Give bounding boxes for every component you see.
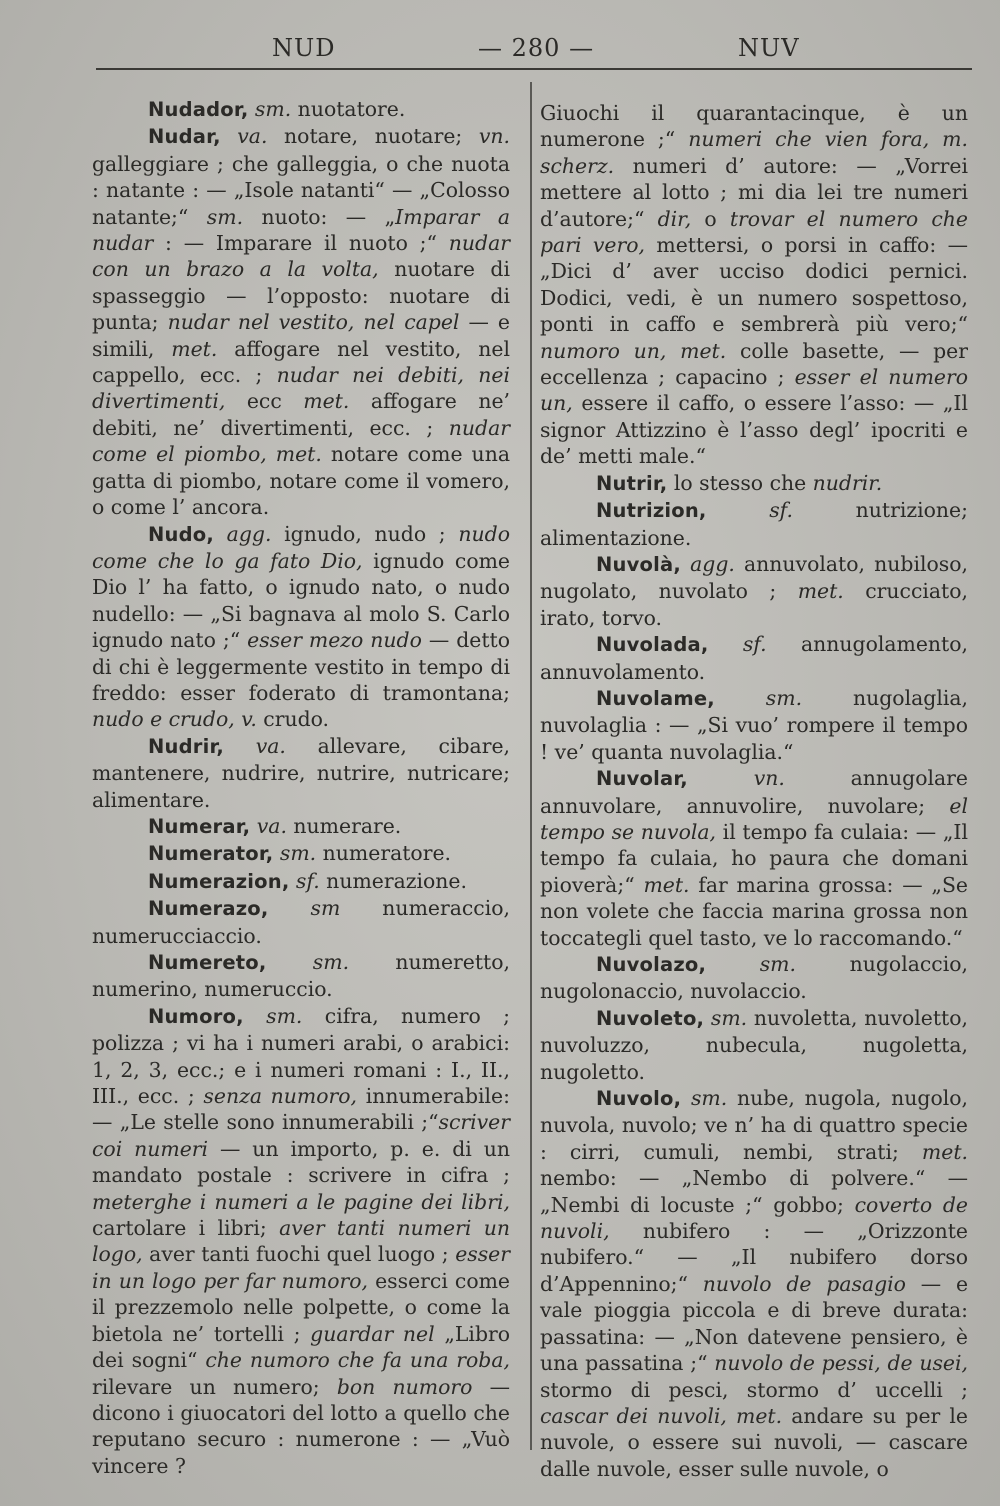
- entry-italic-text: met.: [921, 1139, 968, 1164]
- entry-text: ignudo come Dio l’ ha fatto, o ignudo nato, o nudo nudello: — „Si bagnava al molo S. Carlo ignudo nato ;“: [92, 548, 510, 653]
- entry-italic-text: sm.: [243, 1003, 303, 1028]
- entry-text: Giuochi il quarantacinque, è un numerone ;“: [540, 101, 968, 152]
- entry-text: far marina grossa: — „Se non volete che faccia marina grossa non toccategli quel tasto, ve lo raccomando.“: [540, 872, 968, 950]
- entry-italic-text: sm.: [706, 952, 796, 976]
- dictionary-entry: [92, 96, 510, 123]
- entry-text: — e vale pioggia piccola e di breve durata: passatina: — „Non datevene pensiero, è una passatina ;“: [540, 1271, 969, 1376]
- dictionary-entry: [540, 551, 968, 631]
- dictionary-entry: [92, 868, 510, 895]
- entry-italic-text: nudo e crudo, v.: [92, 707, 257, 732]
- entry-text: crudo.: [256, 707, 330, 732]
- entry-italic-text: aver tanti numeri un logo,: [92, 1216, 510, 1267]
- entry-text: esserci come il prezzemolo nelle polpette, o come la bietola ne’ tortelli ;: [92, 1268, 510, 1346]
- entry-headword: Numereto,: [148, 951, 267, 974]
- entry-text: nuoto: — „: [243, 204, 396, 229]
- dictionary-entry: [540, 765, 968, 951]
- entry-italic-text: va.: [224, 733, 286, 758]
- entry-text: : — Imparare il nuoto ;“: [153, 231, 449, 256]
- entry-italic-text: nudrir.: [812, 470, 883, 495]
- entry-text: mettersi, o porsi in caffo: — „Dici d’ aver ucciso dodici pernici. Dodici, vedi, è un numero sospettoso, ponti in caffo e sembrerà più vero;“: [540, 233, 968, 337]
- entry-italic-text: nudar nel vestito, nel capel: [167, 310, 460, 335]
- dictionary-entry: [540, 951, 968, 1005]
- entry-italic-text: el tempo se nuvola,: [540, 793, 968, 844]
- dictionary-entry: [540, 1085, 968, 1482]
- entry-italic-text: numoro un, met.: [540, 338, 727, 363]
- entry-italic-text: sf.: [708, 632, 767, 657]
- entry-headword: Nudar,: [148, 125, 221, 149]
- entry-headword: Nuvolo,: [596, 1087, 682, 1111]
- entry-headword: Nuvolar,: [596, 767, 688, 791]
- entry-text: andare su per le nuvole, o essere sui nuvoli, — cascare dalle nuvole, esser sulle nuvole, o: [540, 1403, 968, 1481]
- entry-text: rilevare un numero;: [92, 1374, 337, 1399]
- dictionary-entry: [92, 813, 510, 840]
- entry-italic-text: met.: [171, 336, 218, 361]
- entry-italic-text: sm.: [206, 204, 244, 229]
- entry-text: numeraccio, numerucciaccio.: [92, 896, 510, 948]
- entry-italic-text: guardar nel: [310, 1321, 435, 1346]
- entry-italic-text: sf.: [289, 868, 320, 893]
- dictionary-entry: [92, 733, 510, 813]
- entry-headword: Numoro,: [148, 1004, 244, 1028]
- dictionary-entry: [540, 1005, 968, 1085]
- entry-italic-text: nudar come el piombo, met.: [92, 415, 510, 467]
- entry-text: essere il caffo, o essere l’asso: — „Il signor Attizzino è l’asso degl’ ipocriti e de’ metti male.“: [540, 391, 968, 469]
- entry-italic-text: met.: [797, 579, 844, 604]
- dictionary-entry: [540, 100, 968, 470]
- entry-italic-text: esser el numero un,: [540, 365, 969, 416]
- entry-text: galleggiare ; che galleggia, o che nuota : natante : — „Isole natanti“ — „Colosso natante;“: [92, 151, 510, 229]
- entry-text: ecc: [225, 389, 304, 414]
- entry-italic-text: senza numoro,: [203, 1084, 358, 1109]
- entry-italic-text: trovar el numero che pari vero,: [540, 206, 968, 258]
- entry-text: ignudo, nudo ;: [271, 521, 459, 546]
- entry-headword: Nuvolame,: [596, 686, 715, 710]
- entry-italic-text: che numoro che fa una roba,: [205, 1348, 510, 1373]
- entry-italic-text: va.: [250, 813, 287, 838]
- entry-headword: Nuvoleto,: [596, 1006, 705, 1030]
- entry-headword: Nuvolada,: [596, 633, 709, 657]
- entry-italic-text: Imparar a nudar: [92, 204, 511, 256]
- entry-text: allevare, cibare, mantenere, nudrire, nutrire, nutricare; alimentare.: [92, 733, 511, 812]
- entry-text: „Libro dei sogni“: [92, 1321, 511, 1373]
- entry-italic-text: dir,: [657, 206, 692, 231]
- entry-italic-text: vn.: [687, 766, 785, 791]
- entry-text: — e simili,: [92, 310, 510, 361]
- dictionary-entry: [540, 470, 968, 497]
- entry-text: nutrizione; alimentazione.: [540, 498, 968, 550]
- entry-headword: Numerator,: [148, 842, 274, 866]
- entry-text: nubifero : — „Orizzonte nubifero.“ — „Il nubifero dorso d’Appennino;“: [540, 1219, 968, 1296]
- entry-italic-text: nuvolo de pasagio: [702, 1271, 906, 1296]
- entry-italic-text: sm: [268, 896, 341, 921]
- entry-text: aver tanti fuochi quel luogo ;: [142, 1242, 456, 1267]
- entry-italic-text: sm.: [681, 1086, 728, 1111]
- entry-italic-text: nudo come che lo ga fato Dio,: [92, 521, 510, 573]
- entry-italic-text: agg.: [680, 551, 735, 576]
- left-column: [92, 96, 510, 1479]
- entry-headword: Nuvolazo,: [596, 953, 707, 976]
- column-divider: [530, 82, 532, 1450]
- entry-text: nuotatore.: [291, 97, 406, 121]
- entry-headword: Nudo,: [148, 522, 214, 546]
- entry-italic-text: sm.: [273, 841, 317, 866]
- entry-italic-text: nuvolo de pessi, de usei,: [714, 1351, 968, 1376]
- entry-text: nugolaccio, nugolonaccio, nuvolaccio.: [540, 952, 968, 1004]
- entry-italic-text: nudar nei debiti, nei divertimenti,: [92, 363, 510, 414]
- entry-text: annugolamento, annuvolamento.: [540, 632, 969, 684]
- dictionary-entry: [92, 1003, 510, 1479]
- entry-headword: Numerazo,: [148, 897, 269, 921]
- entry-text: cartolare i libri;: [92, 1216, 280, 1241]
- entry-italic-text: scriver coi numeri: [92, 1110, 510, 1161]
- entry-text: crucciato, irato, torvo.: [540, 579, 968, 630]
- entry-headword: Nutrir,: [596, 471, 668, 495]
- entry-text: numerare.: [286, 813, 402, 838]
- entry-italic-text: cascar dei nuvoli, met.: [540, 1403, 783, 1428]
- entry-text: o: [691, 206, 730, 231]
- entry-headword: Nudador,: [148, 98, 249, 121]
- entry-italic-text: sm.: [714, 685, 803, 710]
- entry-italic-text: va.: [220, 124, 268, 149]
- dictionary-entry: [540, 685, 968, 765]
- entry-text: nuvoletta, nuvoletto, nuvoluzzo, nubecula, nugoletta, nugoletto.: [540, 1005, 969, 1084]
- page-number: — 280 —: [478, 34, 595, 62]
- entry-text: affogare ne’ debiti, ne’ divertimenti, ecc. ;: [92, 389, 510, 440]
- entry-text: numerazione.: [319, 868, 467, 893]
- entry-headword: Nutrizion,: [596, 499, 707, 523]
- dictionary-entry: [540, 631, 968, 685]
- entry-headword: Nuvolà,: [596, 552, 681, 576]
- entry-text: — dicono i giuocatori del lotto a quello che reputano securo : numerone : — „Vuò vincere ?: [92, 1374, 510, 1478]
- entry-italic-text: coverto de nuvoli,: [540, 1192, 968, 1244]
- entry-italic-text: sm.: [248, 97, 292, 121]
- header-rule: [96, 68, 972, 70]
- dictionary-entry: [540, 497, 968, 551]
- entry-headword: Numerazion,: [148, 869, 290, 893]
- entry-text: nembo: — „Nembo di polvere.“ — „Nembi di locuste ;“ gobbo;: [540, 1166, 968, 1217]
- dictionary-entry: [92, 840, 510, 867]
- entry-italic-text: esser in un logo per far numoro,: [92, 1242, 510, 1293]
- entry-italic-text: met.: [643, 872, 690, 897]
- entry-text: il tempo fa culaia: — „Il tempo fa culaia, ho paura che domani pioverà;“: [540, 819, 968, 897]
- entry-italic-text: vn.: [478, 124, 511, 149]
- entry-text: — detto di chi è leggermente vestito in tempo di freddo: esser foderato di tramontana;: [92, 628, 510, 705]
- entry-text: nugolaglia, nuvolaglia : — „Si vuo’ rompere il tempo ! ve’ quanta nuvolaglia.“: [540, 685, 968, 764]
- entry-headword: Nudrir,: [148, 734, 225, 758]
- entry-text: nuotare di spasseggio — l’opposto: nuotare di punta;: [92, 257, 510, 335]
- entry-text: nube, nugola, nugolo, nuvola, nuvolo; ve n’ ha di quattro specie : cirri, cumuli, nembi, strati;: [540, 1086, 968, 1164]
- entry-italic-text: bon numoro: [336, 1374, 473, 1399]
- entry-italic-text: meterghe i numeri a le pagine dei libri,: [92, 1189, 510, 1214]
- entry-text: annuvolato, nubiloso, nugolato, nuvolato ;: [540, 551, 968, 604]
- entry-text: innumerabile: — „Le stelle sono innumerabili ;“: [92, 1084, 510, 1135]
- entry-text: notare, nuotare;: [267, 124, 479, 149]
- entry-text: numeri d’ autore: — „Vorrei mettere al lotto ; mi dia lei tre numeri d’autore;“: [540, 153, 968, 231]
- header-right-guide-word: NUV: [738, 34, 800, 62]
- entry-italic-text: sm.: [704, 1005, 748, 1030]
- entry-text: numeratore.: [316, 841, 451, 866]
- entry-italic-text: numeri che vien fora, m. scherz.: [540, 127, 968, 178]
- dictionary-entry: [92, 949, 510, 1003]
- entry-italic-text: agg.: [213, 521, 272, 546]
- entry-italic-text: met.: [303, 389, 350, 414]
- entry-italic-text: nudar con un brazo a la volta,: [92, 231, 510, 282]
- entry-text: annugolare annuvolare, annuvolire, nuvolare;: [540, 766, 968, 818]
- entry-text: numeretto, numerino, numeruccio.: [92, 950, 511, 1002]
- dictionary-entry: [92, 895, 510, 949]
- entry-italic-text: sm.: [266, 950, 350, 974]
- entry-text: colle basette, — per eccellenza ; capacino ;: [540, 338, 968, 390]
- entry-text: — un importo, p. e. di un mandato postale : scrivere in cifra ;: [92, 1136, 510, 1188]
- entry-headword: Numerar,: [148, 814, 251, 838]
- entry-italic-text: sf.: [706, 498, 793, 523]
- entry-text: cifra, numero ; polizza ; vi ha i numeri arabi, o arabici: 1, 2, 3, ecc.; e i numeri romani : I., II., III., ecc. ;: [92, 1003, 510, 1109]
- dictionary-entry: [92, 123, 510, 520]
- dictionary-entry: [92, 521, 510, 733]
- entry-text: affogare nel vestito, nel cappello, ecc. ;: [92, 336, 510, 388]
- right-column: [540, 100, 968, 1482]
- running-header: [0, 34, 1000, 70]
- entry-text: stormo di pesci, stormo d’ uccelli ;: [540, 1377, 968, 1402]
- header-left-guide-word: NUD: [272, 34, 336, 62]
- entry-italic-text: esser mezo nudo: [247, 628, 422, 653]
- entry-text: notare come una gatta di piombo, notare come il vomero, o come l’ ancora.: [92, 442, 510, 520]
- entry-text: lo stesso che: [667, 470, 813, 495]
